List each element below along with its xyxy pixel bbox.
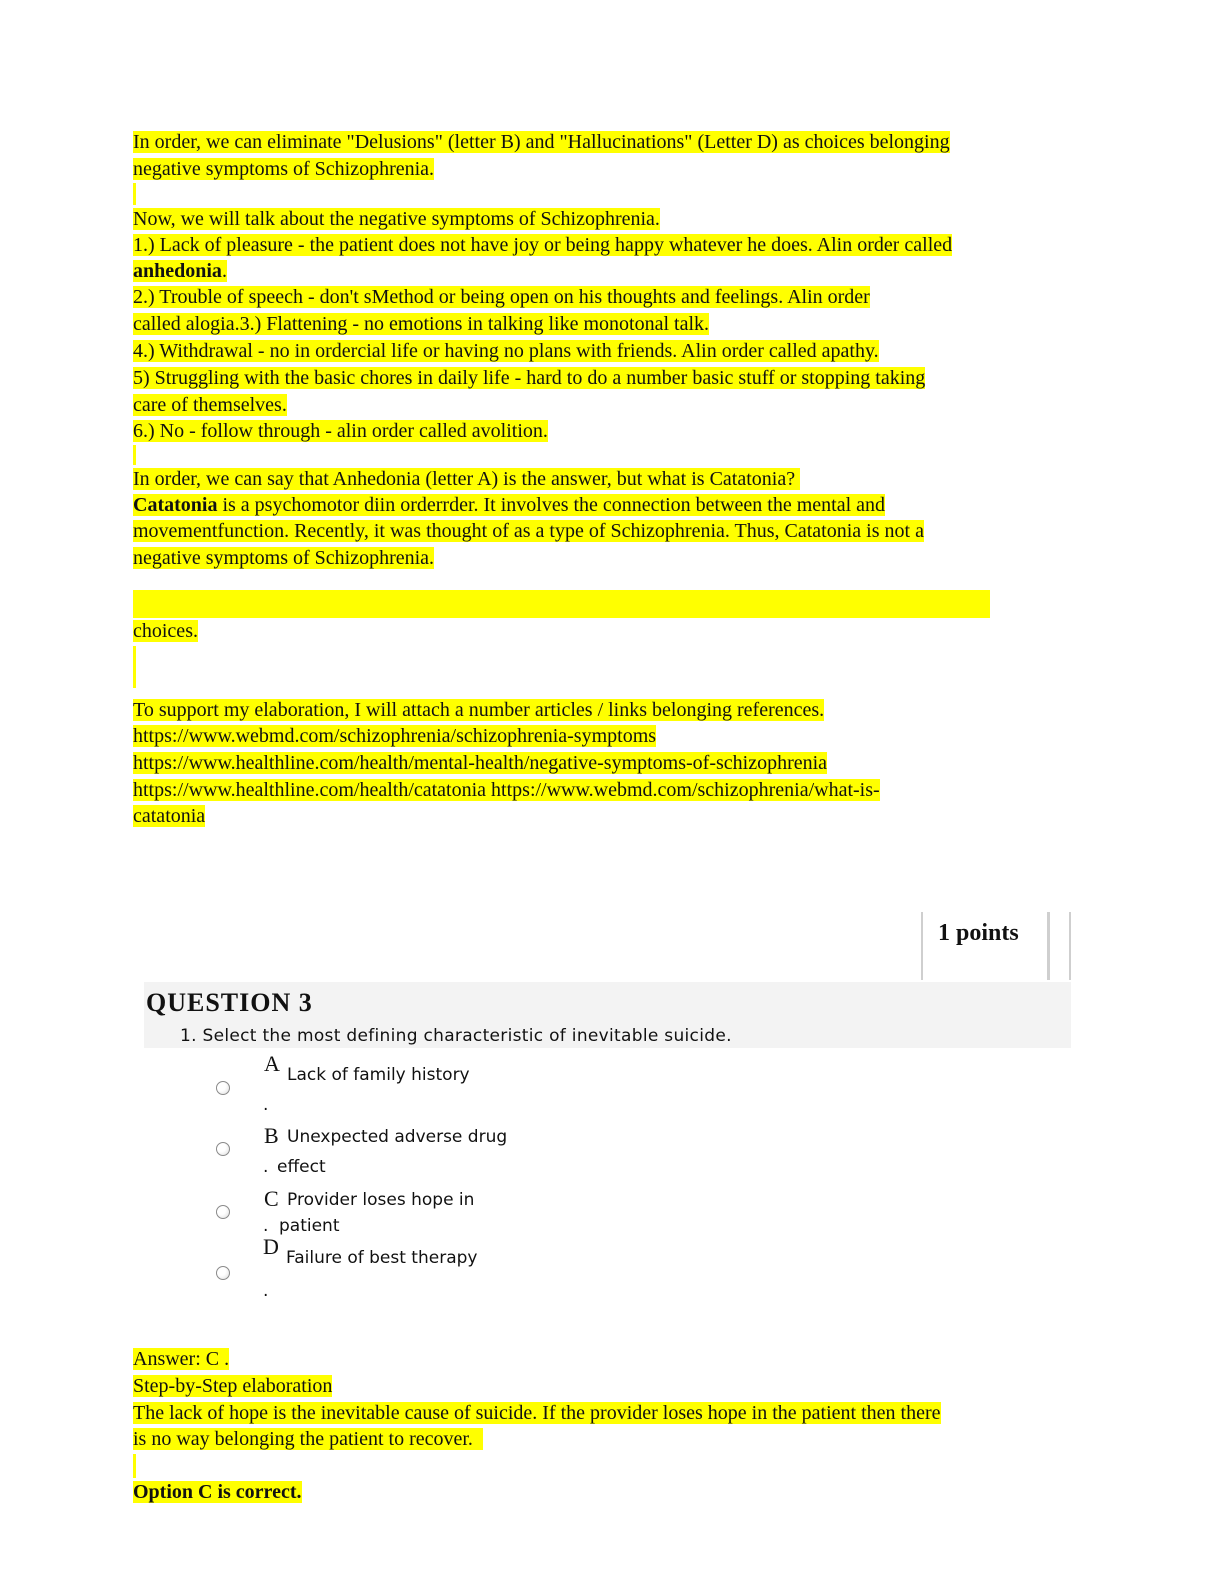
para5-line1-text: To support my elaboration, I will attach a number articles / links belonging references. <box>133 699 825 721</box>
para2-line5-b: alogia.3.) Flattening - no emotions in talking like monotonal talk. <box>180 313 710 335</box>
option-a-radio[interactable] <box>216 1081 230 1095</box>
para3-line4-b: symptoms of Schizophrenia. <box>200 547 435 569</box>
para2-line1-text: Now, we will talk about the negative symptoms of Schizophrenia. <box>133 208 660 230</box>
anhedonia-term: anhedonia <box>133 260 222 282</box>
option-b-text[interactable]: Unexpected adverse drug <box>287 1127 508 1147</box>
para2-line4 <box>133 284 870 310</box>
points-label: 1 points <box>938 920 1019 946</box>
para3-line2-b: is a psychomotor diin orderrder. It involves the connection between the mental and <box>217 494 886 516</box>
para2-line1 <box>133 206 660 232</box>
para4-line1 <box>133 618 198 644</box>
option-a-dot: . <box>263 1095 269 1115</box>
option-c-radio[interactable] <box>216 1205 230 1219</box>
option-b-text-cont[interactable]: effect <box>277 1157 326 1177</box>
para3-line4 <box>133 545 434 571</box>
answer-line2 <box>133 1373 332 1399</box>
para3-line2-wrap <box>133 494 885 516</box>
option-b-dot: . <box>263 1157 269 1177</box>
para2-line2 <box>133 232 952 258</box>
para2-line9-text: 6.) No - follow through - alin order called avolition. <box>133 420 548 442</box>
catatonia-term: Catatonia <box>133 494 218 516</box>
highlight-bar <box>133 183 136 205</box>
reference-link-2[interactable]: https://www.healthline.com/health/mental-health/negative-symptoms-of-schizophrenia <box>133 752 828 774</box>
answer-line1 <box>133 1346 229 1372</box>
para2-line8-b: themselves. <box>187 394 287 416</box>
para2-line9 <box>133 418 548 444</box>
answer-line3-a: The lack of hope is the inevitable cause of suicide. If the provider loses hope in the patient <box>133 1402 857 1424</box>
option-d-text[interactable]: Failure of best therapy <box>286 1248 478 1268</box>
para3-line3-a: movementfunction. Recently, it was thought of as a type of Schizophrenia. Thus, Catatonia is <box>133 520 880 542</box>
para2-line2-a: 1.) Lack of pleasure - the patient does not have joy or being happy whatever he does. Alin order <box>133 234 900 256</box>
answer-line3-b: then there <box>856 1402 941 1424</box>
option-d-radio[interactable] <box>216 1266 230 1280</box>
para2-line8-a: care of <box>133 394 188 416</box>
answer-conclusion-wrap <box>133 1481 302 1503</box>
para1-line2 <box>133 156 434 182</box>
para1-line1 <box>133 129 950 155</box>
para4-line1-text: choices. <box>133 620 198 642</box>
para2-line3-wrap <box>133 260 227 282</box>
para5-line3 <box>133 750 827 776</box>
para2-line7-text: 5) Struggling with the basic chores in daily life - hard to do a number basic stuff or stopping taking <box>133 367 926 389</box>
para1-line2-a: negative <box>133 158 201 180</box>
para2-line5 <box>133 311 709 337</box>
highlight-bar <box>133 445 136 465</box>
reference-link-4[interactable]: https://www.webmd.com/schizophrenia/what-is- <box>486 779 880 801</box>
para3-line2 <box>133 492 885 518</box>
para3-line1 <box>133 466 800 492</box>
question-text: 1. Select the most defining characteristic of inevitable suicide. <box>180 1026 732 1046</box>
para3-line3 <box>133 518 924 544</box>
answer-line4 <box>133 1426 483 1452</box>
para2-line3-period: . <box>221 260 227 282</box>
para1-line2-b: symptoms of Schizophrenia. <box>200 158 435 180</box>
para3-line1-pad <box>795 468 800 490</box>
points-box-divider <box>1069 912 1071 980</box>
reference-link-4-cont[interactable]: catatonia <box>133 805 206 827</box>
para2-line2-b: called <box>899 234 953 256</box>
highlight-bar <box>133 646 136 688</box>
option-a-letter: A <box>264 1051 280 1076</box>
para2-line8 <box>133 392 287 418</box>
para1-line1-text: In order, we can eliminate "Delusions" (letter B) and "Hallucinations" (Letter D) as choices belonging <box>133 131 950 153</box>
highlight-bar <box>133 1454 136 1478</box>
reference-link-3[interactable]: https://www.healthline.com/health/catatonia <box>133 779 487 801</box>
para2-line6 <box>133 338 879 364</box>
option-c-text[interactable]: Provider loses hope in <box>287 1190 475 1210</box>
reference-link-1[interactable]: https://www.webmd.com/schizophrenia/schizophrenia-symptoms <box>133 725 657 747</box>
option-d-letter: D <box>263 1234 279 1259</box>
para2-line4-text: 2.) Trouble of speech - don't sMethod or being open on his thoughts and feelings. Alin order <box>133 286 870 308</box>
answer-subheading: Step-by-Step elaboration <box>133 1375 333 1397</box>
option-a-text[interactable]: Lack of family history <box>287 1065 470 1085</box>
para3-line3-b: not a <box>879 520 924 542</box>
option-c-letter: C <box>264 1186 279 1211</box>
para5-line1 <box>133 697 824 723</box>
option-d-dot: . <box>263 1281 269 1301</box>
highlight-block <box>133 590 990 618</box>
para2-line3 <box>133 258 227 284</box>
para5-line4 <box>133 777 880 803</box>
answer-line3 <box>133 1400 941 1426</box>
answer-line5 <box>133 1479 302 1505</box>
para5-line2 <box>133 723 656 749</box>
answer-line4-text: is no way belonging the patient to recover. <box>133 1428 473 1450</box>
answer-line4-pad <box>473 1428 483 1450</box>
para2-line5-a: called <box>133 313 181 335</box>
option-b-radio[interactable] <box>216 1142 230 1156</box>
para2-line7 <box>133 365 925 391</box>
option-c-dot: . <box>263 1216 269 1236</box>
question-title: QUESTION 3 <box>146 988 313 1017</box>
para3-line1-text: In order, we can say that Anhedonia (letter A) is the answer, but what is Catatonia? <box>133 468 796 490</box>
para5-line5 <box>133 803 205 829</box>
answer-conclusion: Option C is correct. <box>133 1481 302 1503</box>
para3-line4-a: negative <box>133 547 201 569</box>
para2-line6-text: 4.) Withdrawal - no in ordercial life or having no plans with friends. Alin order called apathy. <box>133 340 879 362</box>
option-c-text-cont[interactable]: patient <box>279 1216 340 1236</box>
option-b-letter: B <box>264 1123 279 1148</box>
answer-label: Answer: C . <box>133 1348 230 1370</box>
